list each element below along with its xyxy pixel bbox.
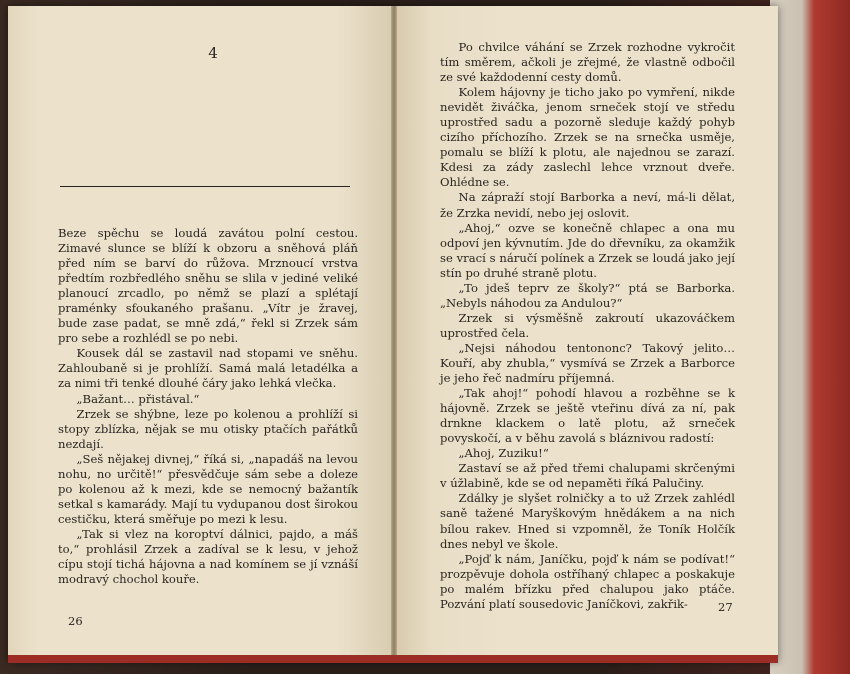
paragraph: „Tak ahoj!“ pohodí hlavou a rozběhne se k hájovně. Zrzek se ještě vteřinu dívá za ní, pak drnkne klackem o latě plotu, až srneček povyskočí, a v běhu zavolá s bláznivou radostí: (440, 386, 735, 446)
left-page (8, 6, 393, 662)
paragraph: „Nejsi náhodou tentononc? Takový jelito… Kouří, aby zhubla,“ vysmívá se Zrzek a Barborce je jeho řeč nadmíru příjemná. (440, 340, 735, 386)
right-page-text (440, 40, 735, 612)
paragraph: Na zápraží stojí Barborka a neví, má-li dělat, že Zrzka nevidí, nebo jej oslovit. (440, 190, 735, 220)
paragraph: „Seš nějakej divnej,“ říká si, „napadáš na levou nohu, no určitě!“ přesvědčuje sám sebe a doleze po kolenou až k mezi, kde se nemocný bažantík setkal s kamarády. Mají tu vydupanou dost širokou cestičku, která směřuje po mezi k lesu. (58, 451, 358, 526)
chapter-rule (60, 186, 350, 187)
paragraph: Zastaví se až před třemi chalupami skrčenými v úžlabině, kde se od nepaměti říká Palučiny. (440, 461, 735, 491)
paragraph: „Ahoj,“ ozve se konečně chlapec a ona mu odpoví jen kývnutím. Jde do dřevníku, za okamžik se vrací s náručí polínek a Zrzek se loudá jako její stín po druhé straně plotu. (440, 220, 735, 280)
book-cover-edge (770, 0, 850, 674)
paragraph: Zrzek se shýbne, leze po kolenou a prohlíží si stopy zblízka, nějak se mu otisky ptačích pařátků nezdají. (58, 406, 358, 451)
paragraph: „Ahoj, Zuziku!“ (458, 446, 549, 461)
paragraph: Zrzek si výsměšně zakroutí ukazováčkem uprostřed čela. (440, 310, 735, 340)
paragraph: Kolem hájovny je ticho jako po vymření, nikde nevidět živáčka, jenom srneček stojí ve středu uprostřed sadu a pozorně sleduje každý pohyb cizího příchozího. Zrzek se na srnečka usměje, pomalu se blíží k plotu, ale najednou se zarazí. Kdesi za zády zaslechl lehce vrznout dveře. Ohlédne se. (440, 85, 735, 190)
book-gutter (391, 6, 397, 662)
paragraph: Zdálky je slyšet rolničky a to už Zrzek zahlédl saně tažené Maryškovým hnědákem a na nich bílou rakev. Hned si vzpomněl, že Toník Holčík dnes nebyl ve škole. (440, 491, 735, 551)
paragraph: „Tak si vlez na koroptví dálnici, pajdo, a máš to,“ prohlásil Zrzek a zadíval se k lesu, v jehož cípu stojí tichá hájovna a nad komínem se jí vznáší modravý chochol kouře. (58, 526, 358, 587)
page-number-left: 26 (68, 614, 83, 628)
paragraph: Kousek dál se zastavil nad stopami ve sněhu. Zahloubaně si je prohlíží. Samá malá letadélka a za nimi tři tenké dlouhé čáry jako lehká vlečka. (58, 346, 358, 391)
left-page-text (58, 226, 358, 587)
chapter-number: 4 (208, 44, 218, 62)
paragraph: Po chvilce váhání se Zrzek rozhodne vykročit tím směrem, ačkoli je zřejmé, že vlastně odbočil ze své každodenní cesty domů. (440, 40, 735, 85)
paragraph: „To jdeš teprv ze školy?“ ptá se Barborka. „Nebyls náhodou za Andulou?“ (440, 280, 735, 310)
paragraph: Beze spěchu se loudá zavátou polní cestou. Zimavé slunce se blíží k obzoru a sněhová pláň před ním se barví do růžova. Mrznoucí vrstva předtím rozbředlého sněhu se slila v jediné veliké planoucí zrcadlo, po němž se plazí a splétají praménky sfoukaného prašanu. „Vítr je žravej, bude zase padat, se mně zdá,“ řekl si Zrzek sám pro sebe a rozhlédl se po nebi. (58, 226, 358, 346)
page-number-right: 27 (718, 600, 733, 614)
paragraph: „Pojď k nám, Janíčku, pojď k nám se podívat!“ prozpěvuje dohola ostříhaný chlapec a poskakuje po malém břízku před chalupou jako ptáče. Pozvání platí sousedovic Janíčkovi, zakřik- (440, 551, 735, 611)
book-bottom-edge (8, 655, 778, 663)
paragraph: „Bažant… přistával.“ (76, 391, 200, 406)
